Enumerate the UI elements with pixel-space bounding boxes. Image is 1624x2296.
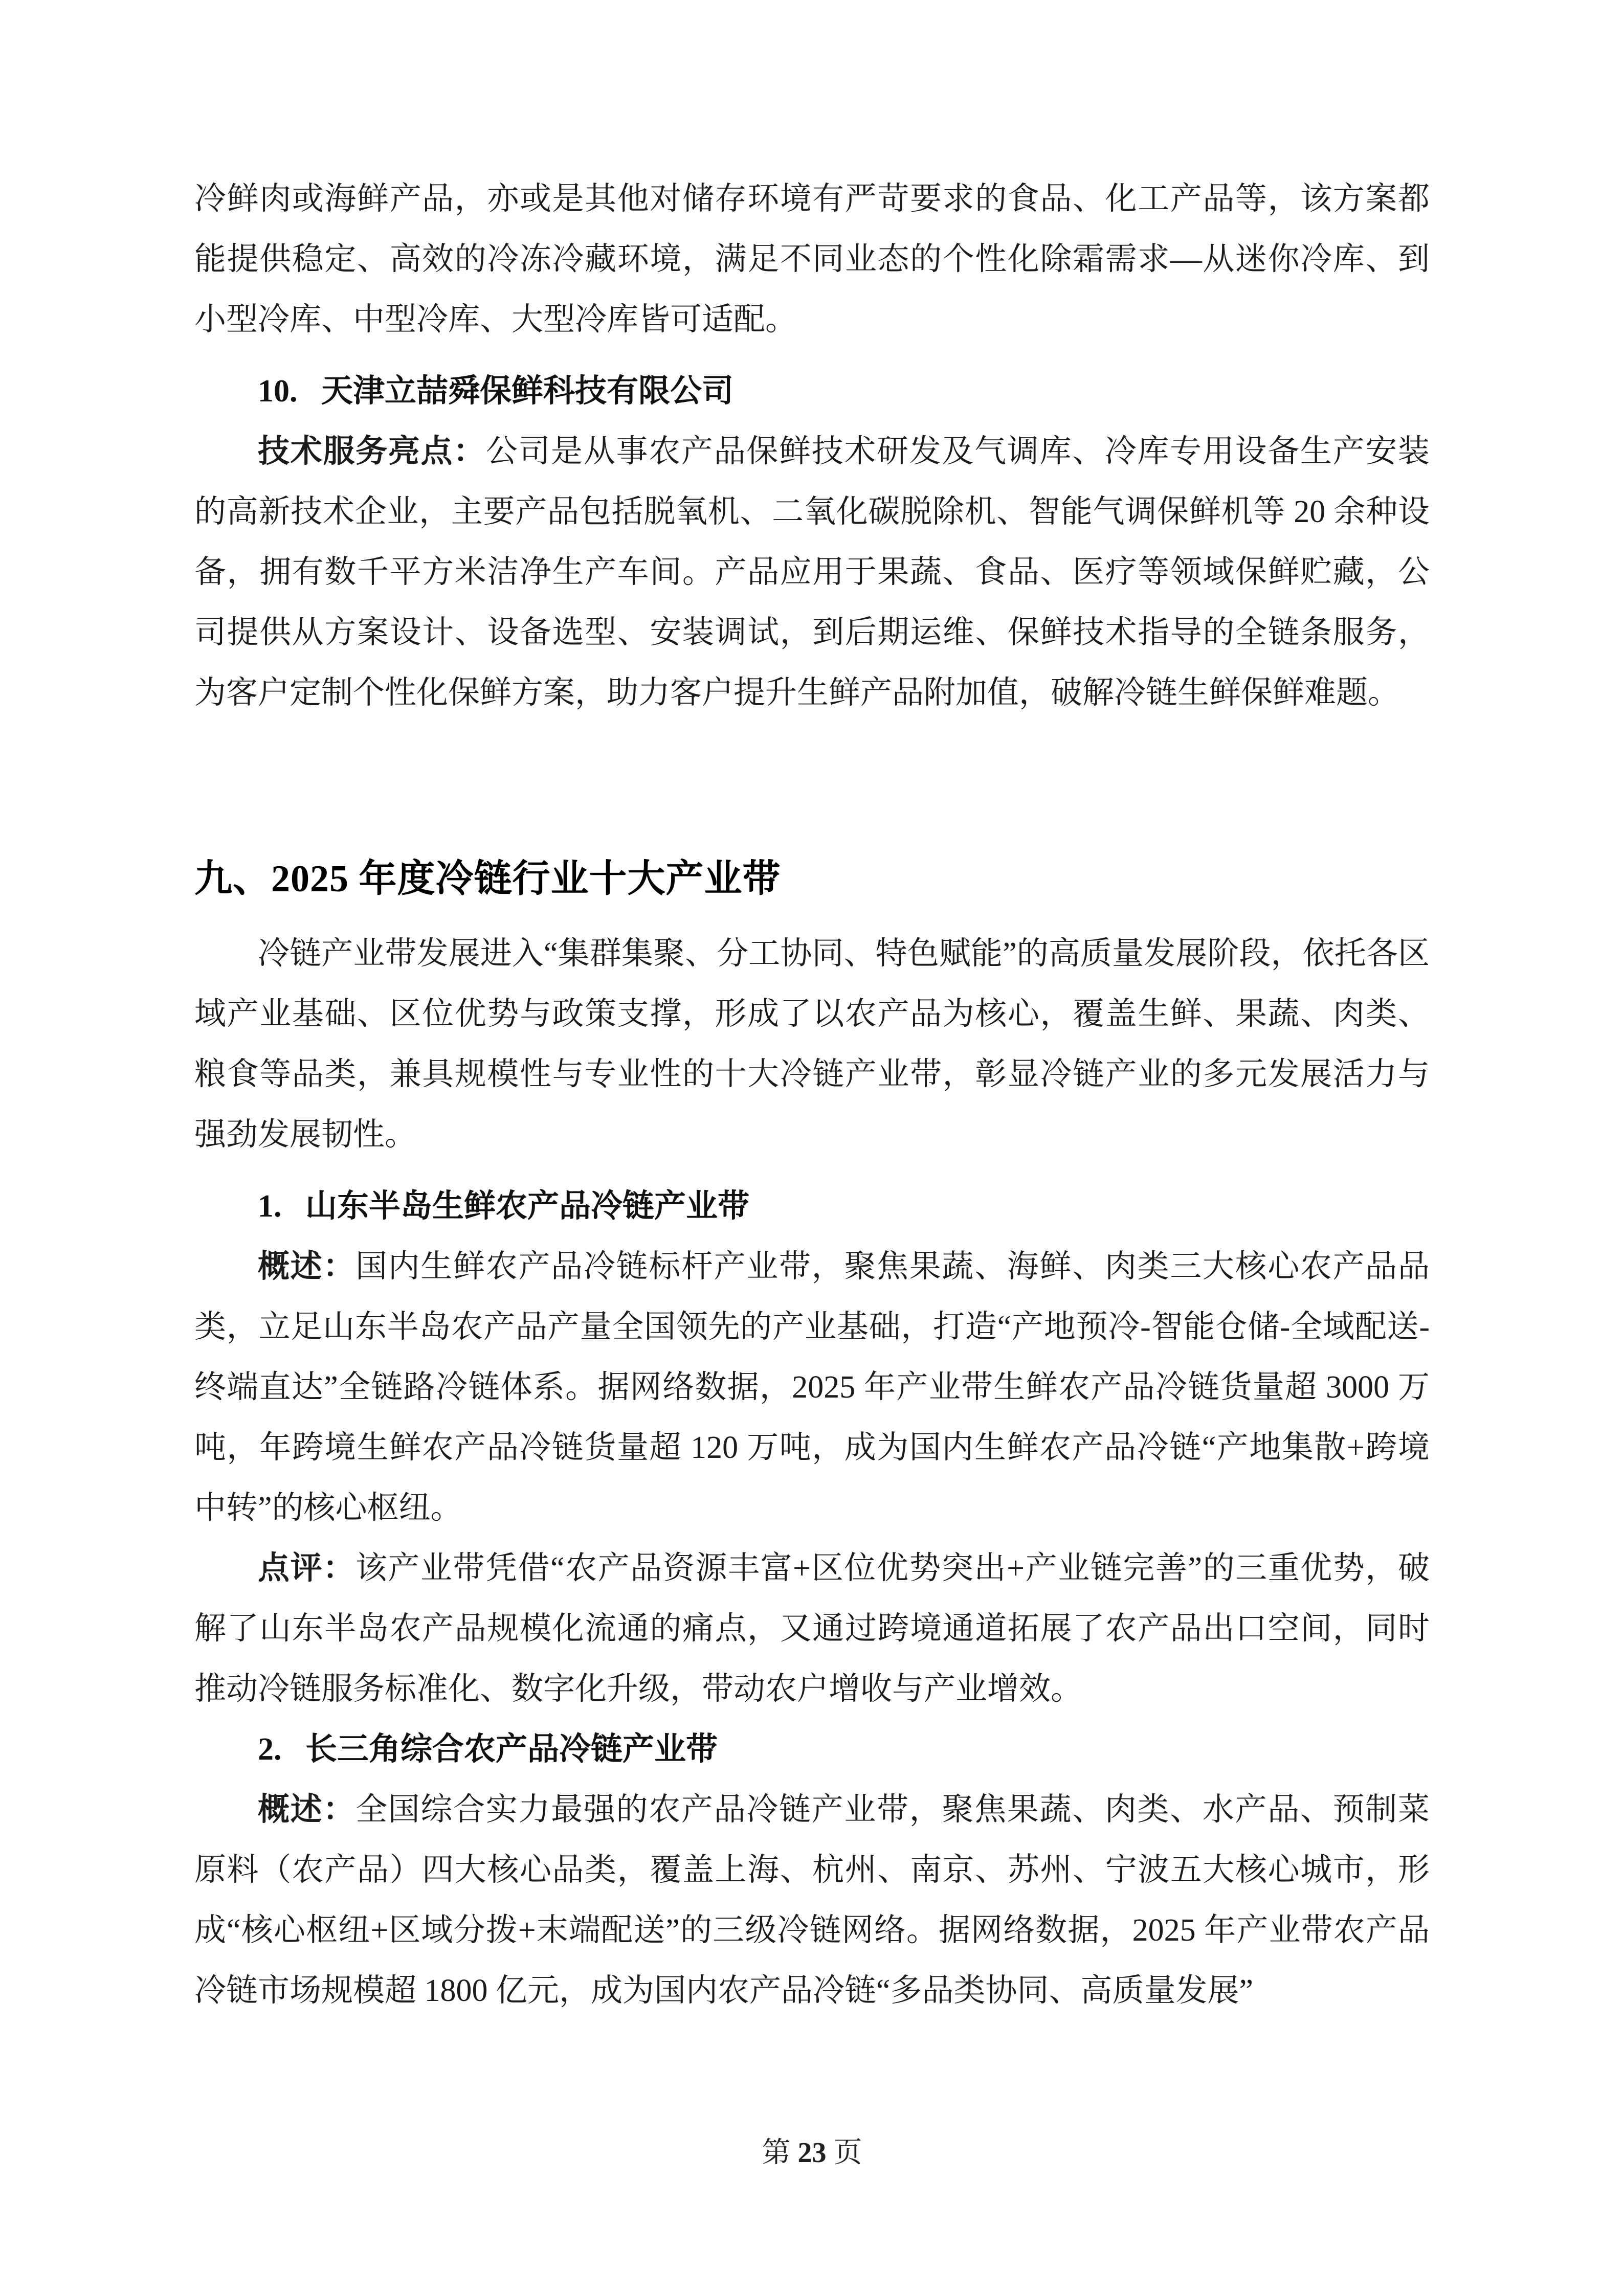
belt-item-1-title: 山东半岛生鲜农产品冷链产业带 bbox=[305, 1189, 750, 1224]
spacer bbox=[194, 912, 1430, 924]
belt-item-2-heading bbox=[194, 1719, 1430, 1780]
company-number: 10. bbox=[258, 374, 298, 409]
belt-item-2-overview bbox=[194, 1780, 1430, 2021]
footer-prefix: 第 bbox=[762, 2137, 791, 2169]
belt-item-1-overview bbox=[194, 1236, 1430, 1538]
belt-item-1-overview-label: 概述： bbox=[258, 1249, 356, 1284]
belt-item-1-heading bbox=[194, 1176, 1430, 1236]
belt-item-2-overview-label: 概述： bbox=[258, 1792, 356, 1827]
belt-item-1-comment-text: 该产业带凭借“农产品资源丰富+区位优势突出+产业链完善”的三重优势，破解了山东半岛农产品规模化流通的痛点，又通过跨境通道拓展了农产品出口空间，同时推动冷链服务标准化、数字化升级，带动农户增收与产业增效。 bbox=[194, 1551, 1430, 1706]
spacer bbox=[194, 723, 1430, 846]
company-name: 天津立喆舜保鲜科技有限公司 bbox=[321, 374, 734, 409]
page-content bbox=[194, 169, 1430, 2021]
belt-item-1-comment-label: 点评： bbox=[258, 1551, 355, 1586]
belt-item-1-comment bbox=[194, 1538, 1430, 1719]
spacer bbox=[194, 350, 1430, 361]
highlight-text: 公司是从事农产品保鲜技术研发及气调库、冷库专用设备生产安装的高新技术企业，主要产品包括脱氧机、二氧化碳脱除机、智能气调保鲜机等 20 余种设备，拥有数千平方米洁净生产车间。产品应用于果蔬、食品、医疗等领域保鲜贮藏，公司提供从方案设计、设备选型、安装调试，到后期运维、保鲜技术指导的全链条服务，为客户定制个性化保鲜方案，助力客户提升生鲜产品附加值，破解冷链生鲜保鲜难题。 bbox=[194, 434, 1430, 710]
company-highlight-paragraph bbox=[194, 421, 1430, 723]
belt-item-2-overview-text: 全国综合实力最强的农产品冷链产业带，聚焦果蔬、肉类、水产品、预制菜原料（农产品）四大核心品类，覆盖上海、杭州、南京、苏州、宁波五大核心城市，形成“核心枢纽+区域分拨+末端配送”的三级冷链网络。据网络数据，2025 年产业带农产品冷链市场规模超 1800 亿元，成为国内农产品冷链“多品类协同、高质量发展” bbox=[194, 1792, 1430, 2008]
page-number: 23 bbox=[797, 2137, 827, 2169]
belt-item-1-number: 1. bbox=[258, 1189, 282, 1224]
footer-suffix: 页 bbox=[833, 2137, 862, 2169]
highlight-label: 技术服务亮点： bbox=[258, 434, 486, 469]
belt-item-1-overview-text: 国内生鲜农产品冷链标杆产业带，聚焦果蔬、海鲜、肉类三大核心农产品品类，立足山东半岛农产品产量全国领先的产业基础，打造“产地预冷-智能仓储-全域配送-终端直达”全链路冷链体系。据网络数据，2025 年产业带生鲜农产品冷链货量超 3000 万吨，年跨境生鲜农产品冷链货量超 120 万吨，成为国内生鲜农产品冷链“产地集散+跨境中转”的核心枢纽。 bbox=[194, 1249, 1430, 1525]
section-intro-paragraph: 冷链产业带发展进入“集群集聚、分工协同、特色赋能”的高质量发展阶段，依托各区域产业基础、区位优势与政策支撑，形成了以农产品为核心，覆盖生鲜、果蔬、肉类、粮食等品类，兼具规模性与专业性的十大冷链产业带，彰显冷链产业的多元发展活力与强劲发展韧性。 bbox=[194, 936, 1430, 1152]
belt-item-2-number: 2. bbox=[258, 1732, 282, 1767]
page-footer bbox=[0, 2135, 1624, 2171]
spacer bbox=[194, 1165, 1430, 1176]
continued-paragraph: 冷鲜肉或海鲜产品，亦或是其他对储存环境有严苛要求的食品、化工产品等，该方案都能提供稳定、高效的冷冻冷藏环境，满足不同业态的个性化除霜需求—从迷你冷库、到小型冷库、中型冷库、大型冷库皆可适配。 bbox=[194, 182, 1430, 337]
section-heading: 九、2025 年度冷链行业十大产业带 bbox=[194, 858, 781, 900]
company-subheading bbox=[194, 361, 1430, 421]
belt-item-2-title: 长三角综合农产品冷链产业带 bbox=[305, 1732, 718, 1767]
